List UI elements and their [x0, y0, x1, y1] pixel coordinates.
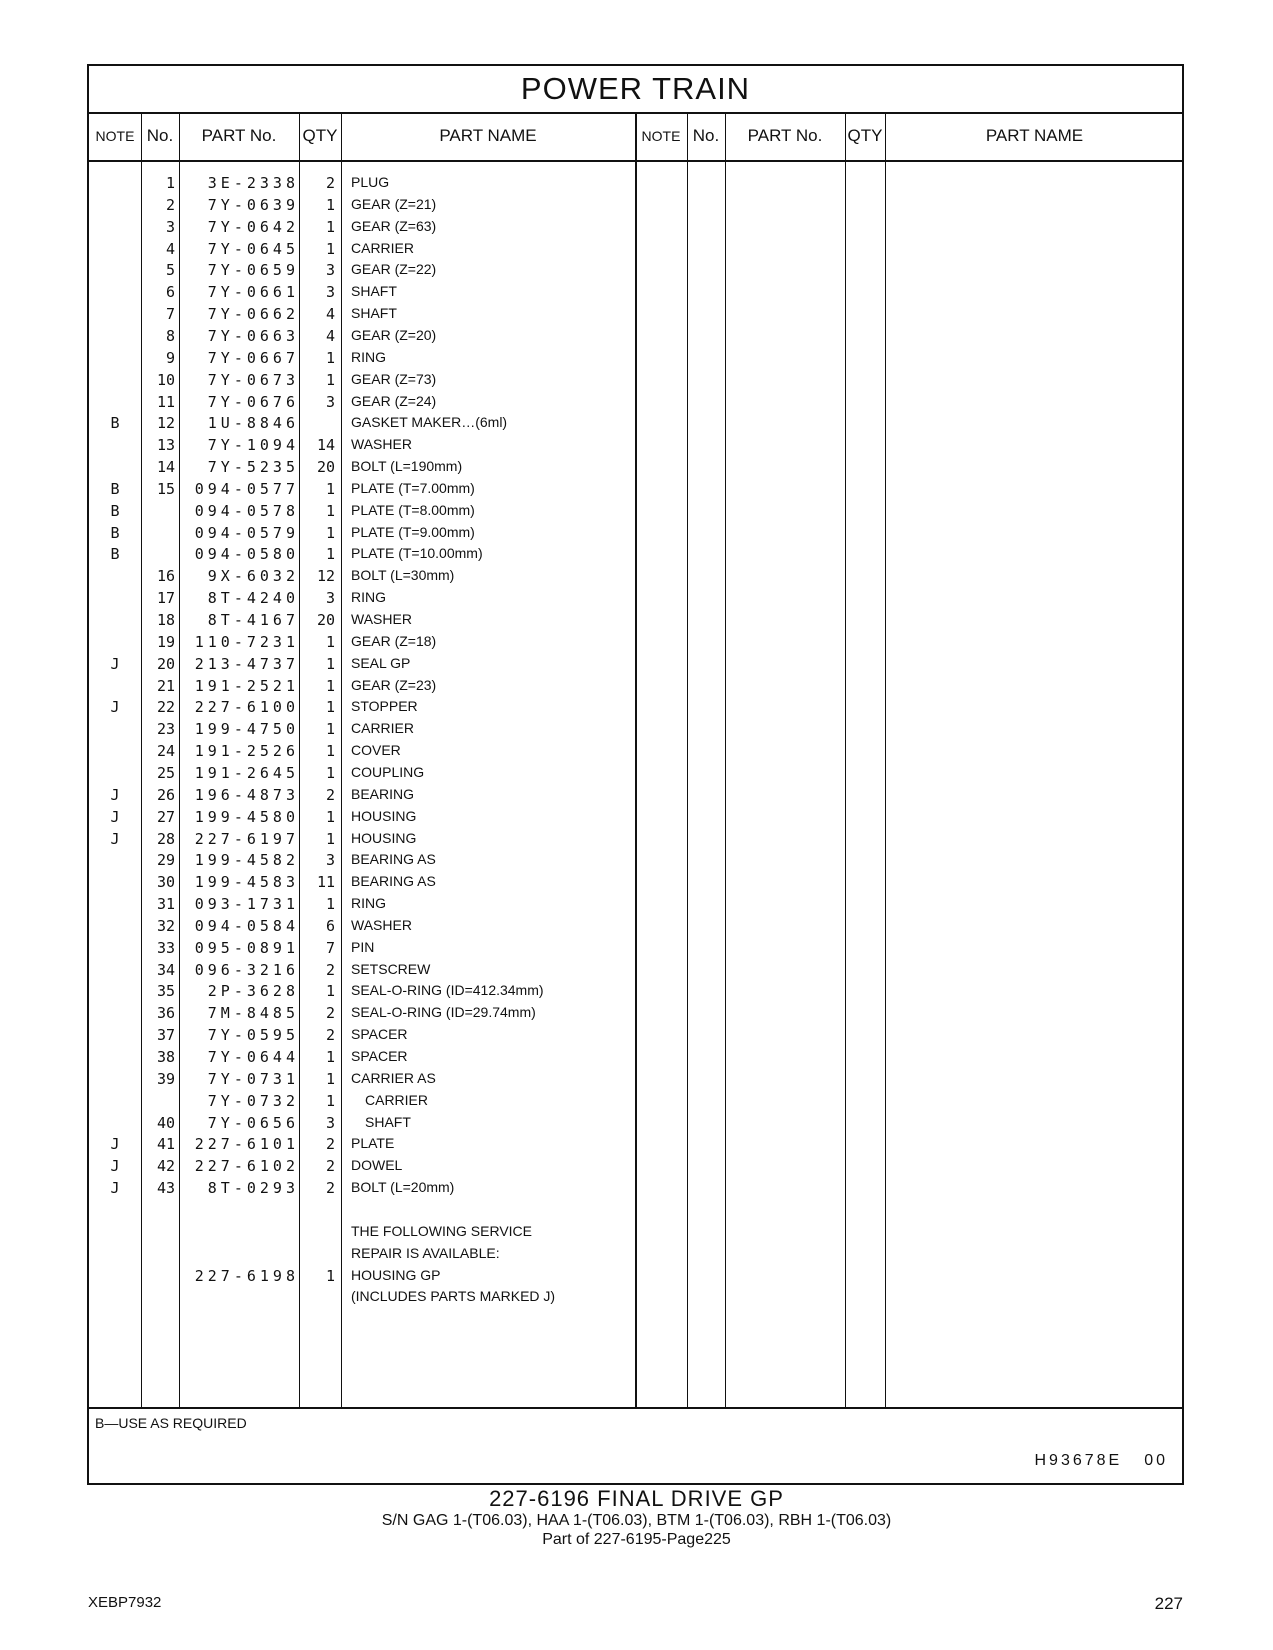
part-number-cell: 110-7231	[194, 632, 299, 651]
table-row	[89, 830, 1182, 853]
quantity-cell: 1	[325, 632, 335, 651]
part-number-cell: 9X-6032	[207, 567, 299, 586]
quantity-cell: 1	[325, 895, 335, 914]
quantity-cell: 2	[325, 960, 335, 979]
quantity-cell: 7	[325, 938, 335, 957]
quantity-cell: 1	[325, 523, 335, 542]
table-row	[89, 1245, 1182, 1268]
item-number-cell: 41	[156, 1135, 175, 1154]
item-number-cell: 34	[156, 960, 175, 979]
part-number-cell: 191-2526	[194, 742, 299, 761]
part-name-cell: (INCLUDES PARTS MARKED J)	[351, 1288, 556, 1305]
table-row	[89, 524, 1182, 547]
quantity-cell: 1	[325, 239, 335, 258]
item-number-cell: 10	[156, 370, 175, 389]
part-number-cell: 1U-8846	[207, 414, 299, 433]
header-name-left: PART NAME	[439, 126, 537, 145]
quantity-cell: 3	[325, 589, 335, 608]
quantity-cell: 6	[325, 916, 335, 935]
quantity-cell: 2	[325, 1179, 335, 1198]
item-number-cell: 26	[156, 785, 175, 804]
item-number-cell: 14	[156, 458, 175, 477]
part-name-cell: COVER	[351, 742, 401, 759]
table-row	[89, 851, 1182, 874]
item-number-cell: 16	[156, 567, 175, 586]
part-name-cell: SPACER	[351, 1026, 408, 1043]
table-row	[89, 1026, 1182, 1049]
item-number-cell: 35	[156, 982, 175, 1001]
quantity-cell: 1	[325, 370, 335, 389]
item-number-cell: 12	[156, 414, 175, 433]
item-number-cell: 33	[156, 938, 175, 957]
part-name-cell: SEAL-O-RING (ID=412.34mm)	[351, 982, 544, 999]
note-cell: B	[110, 523, 120, 542]
part-number-cell: 8T-4240	[207, 589, 299, 608]
part-number-cell: 7Y-1094	[207, 436, 299, 455]
quantity-cell: 3	[325, 1113, 335, 1132]
table-row	[89, 655, 1182, 678]
part-name-cell: GEAR (Z=73)	[351, 370, 437, 387]
header-no-left: No.	[146, 126, 174, 145]
part-number-cell: 3E-2338	[207, 174, 299, 192]
table-row	[89, 1179, 1182, 1202]
item-number-cell: 30	[156, 873, 175, 892]
part-name-cell: CARRIER	[351, 239, 415, 256]
part-number-cell: 7Y-0595	[207, 1026, 299, 1045]
table-row	[89, 261, 1182, 284]
part-number-cell: 7Y-0663	[207, 326, 299, 345]
quantity-cell: 1	[325, 982, 335, 1001]
part-name-cell: WASHER	[351, 916, 412, 933]
table-row	[89, 371, 1182, 394]
table-row	[89, 305, 1182, 328]
page-number: 227	[1154, 1594, 1183, 1613]
item-number-cell: 22	[156, 698, 175, 717]
serial-numbers: S/N GAG 1-(T06.03), HAA 1-(T06.03), BTM 1-(T06.03), RBH 1-(T06.03)	[381, 1512, 892, 1529]
part-number-cell: 7Y-0645	[207, 239, 299, 258]
part-number-cell: 199-4583	[194, 873, 299, 892]
quantity-cell: 1	[325, 829, 335, 848]
part-number-cell: 227-6198	[194, 1266, 299, 1285]
part-number-cell: 7Y-0667	[207, 348, 299, 367]
part-number-cell: 7Y-0656	[207, 1113, 299, 1132]
part-number-cell: 227-6102	[194, 1157, 299, 1176]
table-row	[89, 939, 1182, 962]
item-number-cell: 17	[156, 589, 175, 608]
part-name-cell: SHAFT	[365, 1113, 411, 1130]
table-row	[89, 1048, 1182, 1071]
table-row	[89, 589, 1182, 612]
part-name-cell: PLUG	[351, 174, 390, 190]
table-row	[89, 764, 1182, 787]
quantity-cell: 1	[325, 1091, 335, 1110]
part-number-cell: 7Y-0639	[207, 195, 299, 214]
part-number-cell: 7Y-0659	[207, 261, 299, 280]
item-number-cell: 25	[156, 763, 175, 782]
part-name-cell: HOUSING	[351, 807, 417, 824]
quantity-cell: 1	[325, 501, 335, 520]
part-name-cell: PLATE	[351, 1135, 395, 1152]
note-cell: J	[110, 654, 120, 673]
part-number-cell: 199-4582	[194, 851, 299, 870]
quantity-cell: 2	[325, 1157, 335, 1176]
item-number-cell: 40	[156, 1113, 175, 1132]
note-cell: B	[110, 479, 120, 498]
item-number-cell: 3	[165, 217, 175, 236]
part-number-cell: 094-0577	[194, 479, 299, 498]
part-number-cell: 8T-0293	[207, 1179, 299, 1198]
item-number-cell: 15	[156, 479, 175, 498]
table-row	[89, 1223, 1182, 1246]
quantity-cell: 11	[316, 873, 335, 892]
quantity-cell: 1	[325, 676, 335, 695]
part-name-cell: GEAR (Z=22)	[351, 261, 437, 278]
table-row	[89, 633, 1182, 656]
item-number-cell: 7	[165, 305, 175, 324]
table-row	[89, 677, 1182, 700]
table-row	[89, 436, 1182, 459]
item-number-cell: 9	[165, 348, 175, 367]
part-number-cell: 095-0891	[194, 938, 299, 957]
part-name-cell: GEAR (Z=24)	[351, 392, 437, 409]
table-row	[89, 545, 1182, 568]
table-row	[89, 174, 1182, 197]
item-number-cell: 8	[165, 326, 175, 345]
drawing-id: H93678E	[1034, 1452, 1123, 1469]
quantity-cell: 3	[325, 283, 335, 302]
header-qty-right: QTY	[847, 126, 883, 145]
note-cell: B	[110, 545, 120, 564]
table-row	[89, 895, 1182, 918]
part-number-cell: 2P-3628	[207, 982, 299, 1001]
item-number-cell: 21	[156, 676, 175, 695]
part-number-cell: 093-1731	[194, 895, 299, 914]
table-row	[89, 567, 1182, 590]
part-name-cell: CARRIER	[351, 720, 415, 737]
note-cell: J	[110, 785, 120, 804]
part-number-cell: 094-0580	[194, 545, 299, 564]
part-number-cell: 191-2521	[194, 676, 299, 695]
part-name-cell: GEAR (Z=18)	[351, 632, 437, 649]
part-name-cell: CARRIER	[365, 1091, 429, 1108]
table-row	[89, 1288, 1182, 1311]
part-name-cell: COUPLING	[351, 763, 425, 780]
part-number-cell: 227-6101	[194, 1135, 299, 1154]
quantity-cell: 1	[325, 195, 335, 214]
item-number-cell: 29	[156, 851, 175, 870]
item-number-cell: 23	[156, 720, 175, 739]
quantity-cell: 1	[325, 1069, 335, 1088]
part-number-cell: 7Y-0673	[207, 370, 299, 389]
quantity-cell: 4	[325, 305, 335, 324]
item-number-cell: 4	[165, 239, 175, 258]
table-row	[89, 786, 1182, 809]
table-row	[89, 873, 1182, 896]
table-row	[89, 720, 1182, 743]
quantity-cell: 20	[316, 611, 335, 629]
parts-table-body	[89, 162, 1182, 1407]
table-row	[89, 283, 1182, 306]
item-number-cell: 31	[156, 895, 175, 914]
item-number-cell: 39	[156, 1069, 175, 1088]
quantity-cell: 1	[325, 720, 335, 739]
part-name-cell: BOLT (L=190mm)	[351, 458, 463, 475]
part-name-cell: SHAFT	[351, 283, 397, 300]
item-number-cell: 43	[156, 1179, 175, 1198]
part-name-cell: BEARING AS	[351, 851, 436, 868]
part-number-cell: 7Y-5235	[207, 458, 299, 477]
part-number-cell: 7Y-0676	[207, 392, 299, 411]
part-name-cell: SEAL GP	[351, 654, 411, 671]
table-row	[89, 1070, 1182, 1093]
table-row	[89, 611, 1182, 634]
quantity-cell: 1	[325, 807, 335, 826]
table-row	[89, 1267, 1182, 1290]
group-title: 227-6196 FINAL DRIVE GP	[489, 1486, 784, 1511]
item-number-cell: 27	[156, 807, 175, 826]
quantity-cell: 12	[316, 567, 335, 586]
part-number-cell: 191-2645	[194, 763, 299, 782]
part-name-cell: GEAR (Z=63)	[351, 217, 437, 234]
part-number-cell: 199-4750	[194, 720, 299, 739]
quantity-cell: 2	[325, 1135, 335, 1154]
section-title: POWER TRAIN	[89, 66, 1182, 114]
footnote: B—USE AS REQUIRED	[95, 1415, 247, 1431]
header-name-right: PART NAME	[985, 126, 1084, 145]
table-row	[89, 1157, 1182, 1180]
item-number-cell: 38	[156, 1048, 175, 1066]
table-row	[89, 698, 1182, 721]
quantity-cell: 3	[325, 261, 335, 280]
part-number-cell: 096-3216	[194, 960, 299, 979]
part-number-cell: 7Y-0662	[207, 305, 299, 324]
table-row	[89, 327, 1182, 350]
part-name-cell: WASHER	[351, 436, 412, 453]
table-row	[89, 808, 1182, 831]
quantity-cell: 1	[325, 545, 335, 564]
part-name-cell: RING	[351, 895, 386, 912]
item-number-cell: 37	[156, 1026, 175, 1045]
item-number-cell: 2	[165, 195, 175, 214]
part-number-cell: 094-0579	[194, 523, 299, 542]
part-number-cell: 227-6100	[194, 698, 299, 717]
part-name-cell: RING	[351, 348, 386, 365]
header-no-right: No.	[692, 126, 720, 145]
quantity-cell: 3	[325, 851, 335, 870]
part-name-cell: BEARING AS	[351, 873, 436, 890]
item-number-cell: 36	[156, 1004, 175, 1023]
quantity-cell: 2	[325, 1004, 335, 1023]
quantity-cell: 1	[325, 654, 335, 673]
part-name-cell: PLATE (T=8.00mm)	[351, 501, 475, 518]
quantity-cell: 14	[316, 436, 335, 455]
part-number-cell: 7Y-0732	[207, 1091, 299, 1110]
doc-id: XEBP7932	[88, 1594, 162, 1611]
quantity-cell: 1	[325, 479, 335, 498]
part-name-cell: PIN	[351, 938, 375, 955]
note-cell: J	[110, 807, 120, 826]
part-number-cell: 199-4580	[194, 807, 299, 826]
note-cell: J	[110, 1135, 120, 1154]
quantity-cell: 4	[325, 326, 335, 345]
part-name-cell: STOPPER	[351, 698, 418, 715]
part-number-cell: 213-4737	[194, 654, 299, 673]
part-name-cell: SHAFT	[351, 305, 397, 322]
part-name-cell: BEARING	[351, 785, 415, 802]
part-name-cell: GASKET MAKER…(6ml)	[351, 414, 508, 431]
header-note-left: NOTE	[95, 128, 135, 144]
part-number-cell: 227-6197	[194, 829, 299, 848]
item-number-cell: 32	[156, 916, 175, 935]
part-name-cell: PLATE (T=9.00mm)	[351, 523, 475, 540]
quantity-cell: 20	[316, 458, 335, 477]
part-number-cell: 094-0584	[194, 916, 299, 935]
quantity-cell: 1	[325, 698, 335, 717]
parts-list-frame	[87, 64, 1184, 1485]
item-number-cell: 28	[156, 829, 175, 848]
quantity-cell: 1	[325, 1266, 335, 1285]
item-number-cell: 20	[156, 654, 175, 673]
header-part-right: PART No.	[747, 126, 823, 145]
part-number-cell: 7Y-0661	[207, 283, 299, 302]
item-number-cell: 5	[165, 261, 175, 280]
part-name-cell: HOUSING GP	[351, 1266, 441, 1283]
part-name-cell: BOLT (L=20mm)	[351, 1179, 455, 1196]
table-row	[89, 1201, 1182, 1224]
table-row	[89, 742, 1182, 765]
part-name-cell: GEAR (Z=23)	[351, 676, 437, 693]
part-name-cell: SEAL-O-RING (ID=29.74mm)	[351, 1004, 536, 1021]
part-name-cell: CARRIER AS	[351, 1069, 436, 1086]
part-name-cell: SPACER	[351, 1048, 408, 1064]
table-row	[89, 240, 1182, 263]
table-row	[89, 458, 1182, 481]
table-row	[89, 961, 1182, 984]
part-name-cell: PLATE (T=10.00mm)	[351, 545, 483, 562]
note-cell: B	[110, 414, 120, 433]
part-name-cell: GEAR (Z=20)	[351, 326, 437, 343]
part-number-cell: 196-4873	[194, 785, 299, 804]
part-name-cell: WASHER	[351, 611, 412, 627]
quantity-cell: 2	[325, 785, 335, 804]
part-number-cell: 7M-8485	[207, 1004, 299, 1023]
revision: 00	[1144, 1452, 1168, 1469]
item-number-cell: 42	[156, 1157, 175, 1176]
quantity-cell: 3	[325, 392, 335, 411]
part-name-cell: THE FOLLOWING SERVICE	[351, 1222, 532, 1239]
item-number-cell: 6	[165, 283, 175, 302]
table-row	[89, 196, 1182, 219]
part-name-cell: DOWEL	[351, 1157, 403, 1174]
part-name-cell: SETSCREW	[351, 960, 431, 977]
part-number-cell: 7Y-0644	[207, 1048, 299, 1066]
quantity-cell: 2	[325, 174, 335, 192]
item-number-cell: 19	[156, 632, 175, 651]
item-number-cell: 18	[156, 611, 175, 629]
table-row	[89, 1135, 1182, 1158]
header-qty-left: QTY	[302, 126, 338, 145]
part-number-cell: 7Y-0731	[207, 1069, 299, 1088]
table-row	[89, 982, 1182, 1005]
quantity-cell: 1	[325, 1048, 335, 1066]
part-of: Part of 227-6195-Page225	[542, 1531, 731, 1548]
item-number-cell: 24	[156, 742, 175, 761]
quantity-cell: 2	[325, 1026, 335, 1045]
table-row	[89, 502, 1182, 525]
part-number-cell: 094-0578	[194, 501, 299, 520]
part-name-cell: BOLT (L=30mm)	[351, 567, 455, 584]
table-row	[89, 1114, 1182, 1137]
part-name-cell: HOUSING	[351, 829, 417, 846]
part-name-cell: GEAR (Z=21)	[351, 195, 437, 212]
table-row	[89, 414, 1182, 437]
table-row	[89, 218, 1182, 241]
item-number-cell: 11	[156, 392, 175, 411]
quantity-cell: 1	[325, 348, 335, 367]
table-row	[89, 480, 1182, 503]
table-row	[89, 917, 1182, 940]
quantity-cell: 1	[325, 763, 335, 782]
part-number-cell: 8T-4167	[207, 611, 299, 629]
part-name-cell: REPAIR IS AVAILABLE:	[351, 1244, 500, 1261]
quantity-cell: 1	[325, 742, 335, 761]
table-row	[89, 393, 1182, 416]
item-number-cell: 13	[156, 436, 175, 455]
quantity-cell: 1	[325, 217, 335, 236]
note-cell: J	[110, 1179, 120, 1198]
table-row	[89, 349, 1182, 372]
item-number-cell: 1	[165, 174, 175, 192]
note-cell: B	[110, 501, 120, 520]
footer-divider	[89, 1407, 1182, 1409]
part-number-cell: 7Y-0642	[207, 217, 299, 236]
note-cell: J	[110, 1157, 120, 1176]
table-row	[89, 1092, 1182, 1115]
table-row	[89, 1004, 1182, 1027]
note-cell: J	[110, 829, 120, 848]
header-note-right: NOTE	[641, 128, 681, 144]
drawing-number	[1034, 1452, 1168, 1470]
part-name-cell: PLATE (T=7.00mm)	[351, 479, 475, 496]
part-name-cell: RING	[351, 589, 386, 606]
header-part-left: PART No.	[201, 126, 277, 145]
note-cell: J	[110, 698, 120, 717]
